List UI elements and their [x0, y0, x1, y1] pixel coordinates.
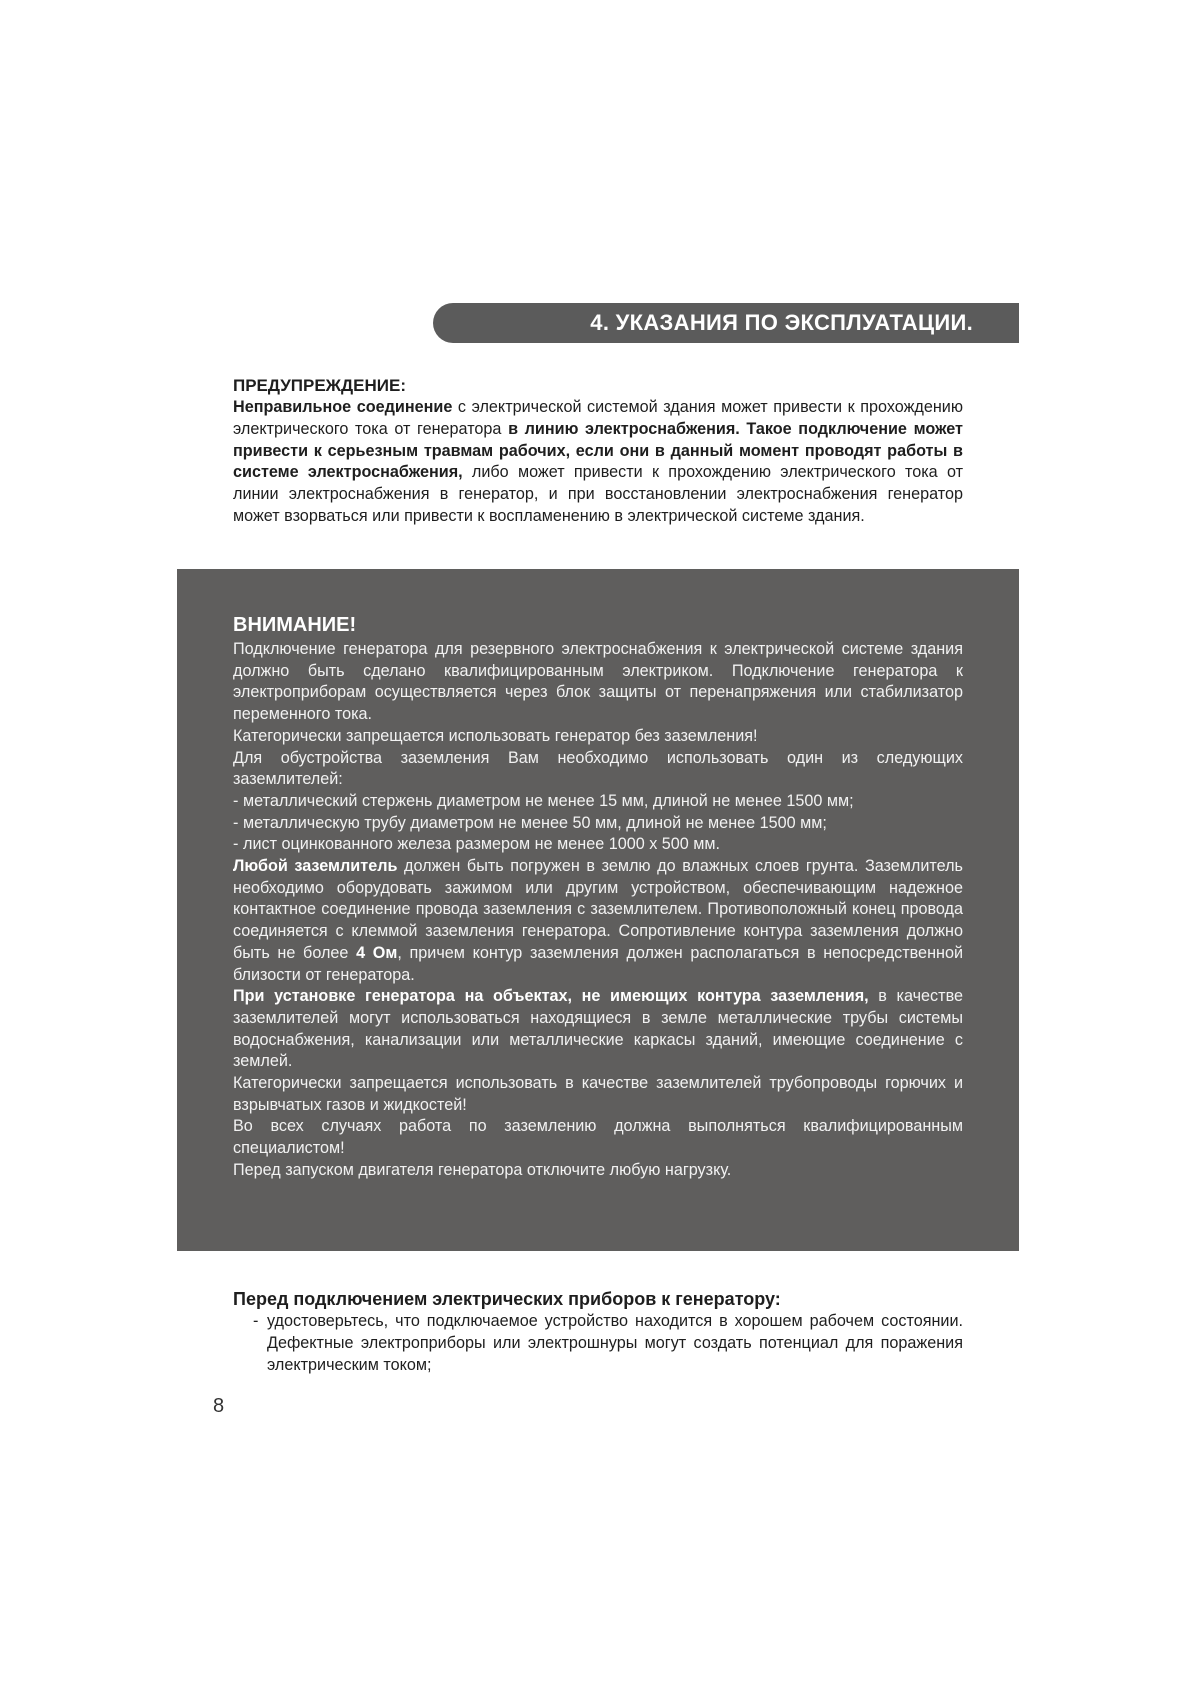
warning-bold-1: Неправильное соединение — [233, 398, 453, 416]
bullet-dash: - — [233, 835, 239, 854]
connect-heading: Перед подключением электрических приборов к генератору: — [233, 1289, 781, 1309]
attention-para-4 — [233, 856, 963, 986]
section-title: 4. УКАЗАНИЯ ПО ЭКСПЛУАТАЦИИ. — [590, 310, 973, 335]
bullet-dash: - — [233, 813, 239, 832]
bullet-dash: - — [253, 1312, 259, 1330]
attention-content — [233, 614, 963, 1182]
attention-para-5 — [233, 986, 963, 1073]
attention-panel — [177, 569, 1019, 1251]
warning-text — [233, 397, 963, 528]
warning-text-2: либо может привести к прохождению электрического тока от линии электроснабжения в генератор, и при восстановлении электроснабжения генератор может взорваться или привести к воспламенению в электрической системе здания. — [233, 463, 964, 525]
bullet-text: лист оцинкованного железа размером не менее 1000 х 500 мм. — [243, 835, 721, 854]
attention-para-7: Во всех случаях работа по заземлению должна выполняться квалифицированным специалистом! — [233, 1117, 963, 1158]
attention-heading: ВНИМАНИЕ! — [233, 614, 357, 636]
section-banner — [433, 303, 1019, 343]
warning-heading: ПРЕДУПРЕЖДЕНИЕ: — [233, 376, 406, 395]
warning-text-1: с электрической системой здания может привести к прохождению электрического тока от генератора — [233, 398, 963, 438]
bullet-text: металлическую трубу диаметром не менее 50 мм, длиной не менее 1500 мм; — [243, 813, 827, 832]
warning-block — [233, 376, 963, 528]
list-item — [233, 834, 963, 856]
attention-para-8: Перед запуском двигателя генератора отключите любую нагрузку. — [233, 1160, 732, 1179]
warning-bold-2: в линию электроснабжения. Такое подключение может привести к серьезным травмам рабочих, если они в данный момент проводят работы в системе электроснабжения, — [233, 419, 963, 482]
attention-para-2: Категорически запрещается использовать генератор без заземления! — [233, 726, 758, 745]
list-item — [233, 791, 963, 813]
installation-text: в качестве заземлителей могут использоваться находящиеся в земле металлические трубы системы водоснабжения, канализации или металлические каркасы зданий, имеющие соединение с землей. — [233, 987, 963, 1071]
attention-para-6: Категорически запрещается использовать в качестве заземлителей трубопроводы горючих и взрывчатых газов и жидкостей! — [233, 1074, 963, 1114]
installation-bold: При установке генератора на объектах, не имеющих контура заземления, — [233, 987, 869, 1006]
resistance-bold: 4 Ом — [356, 943, 398, 962]
connect-block — [233, 1289, 963, 1376]
grounding-text-1: должен быть погружен в землю до влажных слоев грунта. Заземлитель необходимо оборудовать зажимом или другим устройством, обеспечивающим надежное контактное соединение провода заземления с заземлителем. Противоположный конец провода соединяется с клеммой заземления генератора. Сопротивление контура заземления должно быть не более — [233, 857, 963, 962]
list-item — [233, 813, 963, 835]
attention-para-3: Для обустройства заземления Вам необходимо использовать один из следующих заземлителей: — [233, 748, 963, 789]
bullet-text: металлический стержень диаметром не менее 15 мм, длиной не менее 1500 мм; — [243, 791, 854, 810]
page-number: 8 — [213, 1395, 225, 1417]
attention-para-1: Подключение генератора для резервного электроснабжения к электрической системе здания должно быть сделано квалифицированным электриком. Подключение генератора к электроприборам осуществляется через блок защиты от перенапряжения или стабилизатор переменного тока. — [233, 640, 963, 724]
list-item — [233, 1311, 963, 1376]
grounding-text-2: , причем контур заземления должен располагаться в непосредственной близости от генератора. — [233, 943, 963, 984]
grounding-bold: Любой заземлитель — [233, 857, 398, 876]
bullet-dash: - — [233, 791, 239, 810]
bullet-text: удостоверьтесь, что подключаемое устройство находится в хорошем рабочем состоянии. Дефектные электроприборы или электрошнуры могут создать потенциал для поражения электрическим током; — [267, 1312, 963, 1374]
